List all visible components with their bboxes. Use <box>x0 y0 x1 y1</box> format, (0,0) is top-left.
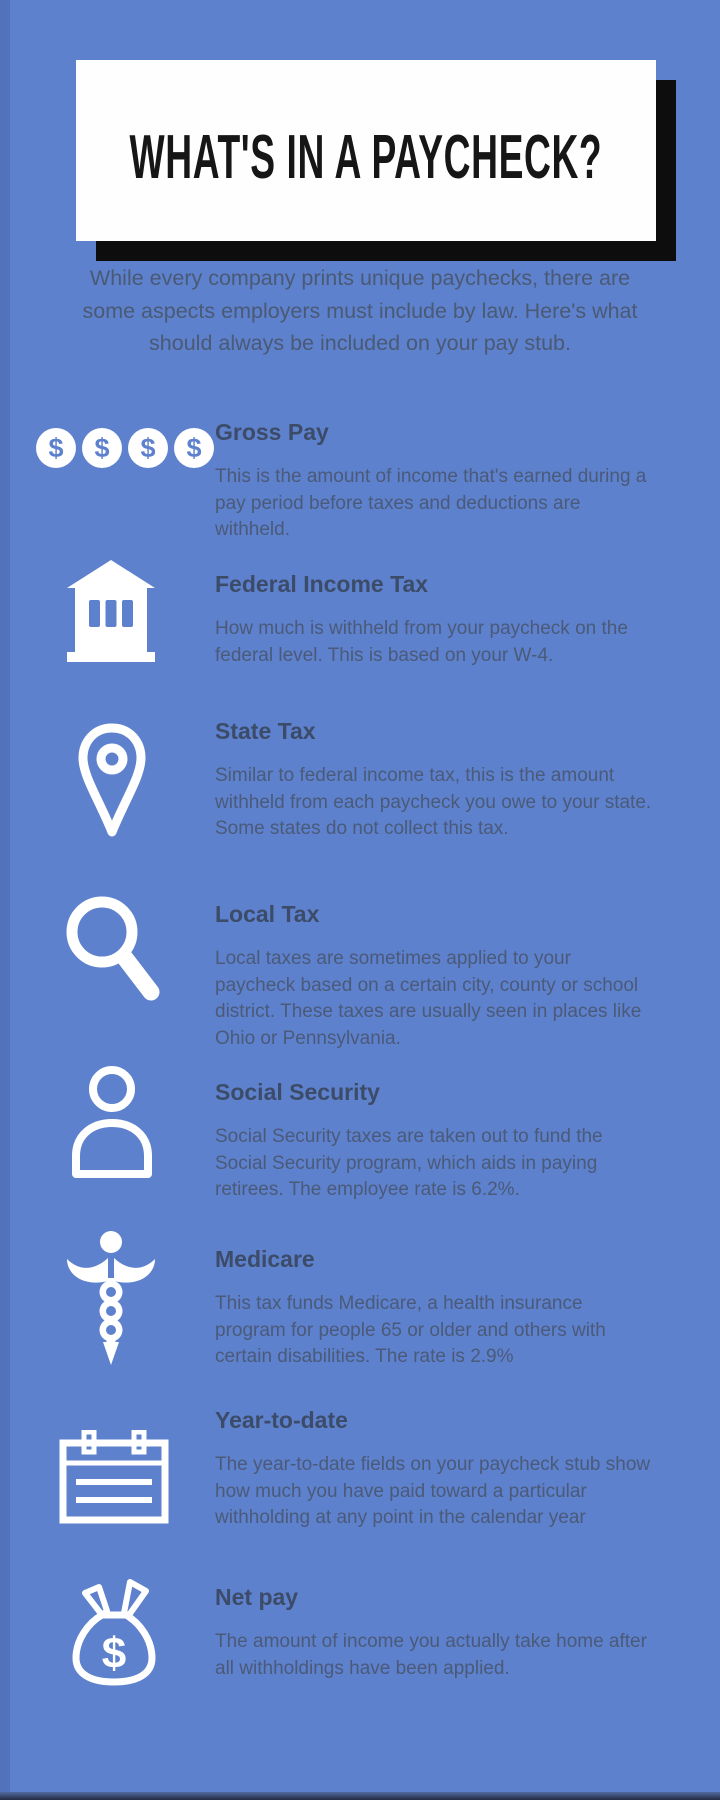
section-description: The amount of income you actually take home after all withholdings have been applied. <box>215 1631 647 1679</box>
money-bag-icon <box>68 1568 160 1688</box>
caduceus-icon <box>65 1230 157 1366</box>
page-title: WHAT'S IN A PAYCHECK? <box>129 123 603 192</box>
section-title: State Tax <box>215 718 316 744</box>
section-title: Net pay <box>215 1584 299 1610</box>
dollar-coin-icon: $ <box>36 428 76 468</box>
section-title: Gross Pay <box>215 419 329 445</box>
magnifying-glass-icon <box>62 892 162 1014</box>
section-description: Similar to federal income tax, this is the amount withheld from each paycheck you owe to your state. Some states do not collect this tax. <box>215 765 652 839</box>
section-title: Social Security <box>215 1079 380 1105</box>
section-description: Social Security taxes are taken out to fund the Social Security program, which aids in paying retirees. The employee rate is 6.2%. <box>215 1126 603 1200</box>
dollar-coins-icon <box>36 428 214 468</box>
bank-building-icon <box>67 560 155 662</box>
title-box <box>76 60 656 241</box>
section-title: Local Tax <box>215 901 320 927</box>
intro-text: While every company prints unique paychecks, there are some aspects employers must include by law. Here's what should always be included on your pay stub. <box>82 266 638 355</box>
map-pin-icon <box>72 722 152 840</box>
calendar-icon <box>58 1430 170 1524</box>
section-title: Medicare <box>215 1246 315 1272</box>
section-description: This is the amount of income that's earned during a pay period before taxes and deductions are withheld. <box>215 466 647 540</box>
section-description: This tax funds Medicare, a health insurance program for people 65 or older and others with certain disabilities. The rate is 2.9% <box>215 1293 606 1367</box>
section-description: How much is withheld from your paycheck on the federal level. This is based on your W-4. <box>215 618 628 666</box>
section-title: Federal Income Tax <box>215 571 429 597</box>
svg-text:$: $ <box>101 1629 127 1678</box>
section-description: Local taxes are sometimes applied to your paycheck based on a certain city, county or school district. These taxes are usually seen in places like Ohio or Pennsylvania. <box>215 948 642 1049</box>
bottom-edge-bar <box>0 1792 720 1800</box>
dollar-coin-icon: $ <box>82 428 122 468</box>
section-description: The year-to-date fields on your paycheck stub show how much you have paid toward a particular withholding at any point in the calendar year <box>215 1454 651 1528</box>
left-edge-shade <box>0 0 10 1800</box>
dollar-coin-icon: $ <box>174 428 214 468</box>
section-title: Year-to-date <box>215 1407 348 1433</box>
dollar-coin-icon: $ <box>128 428 168 468</box>
person-icon <box>67 1063 157 1178</box>
